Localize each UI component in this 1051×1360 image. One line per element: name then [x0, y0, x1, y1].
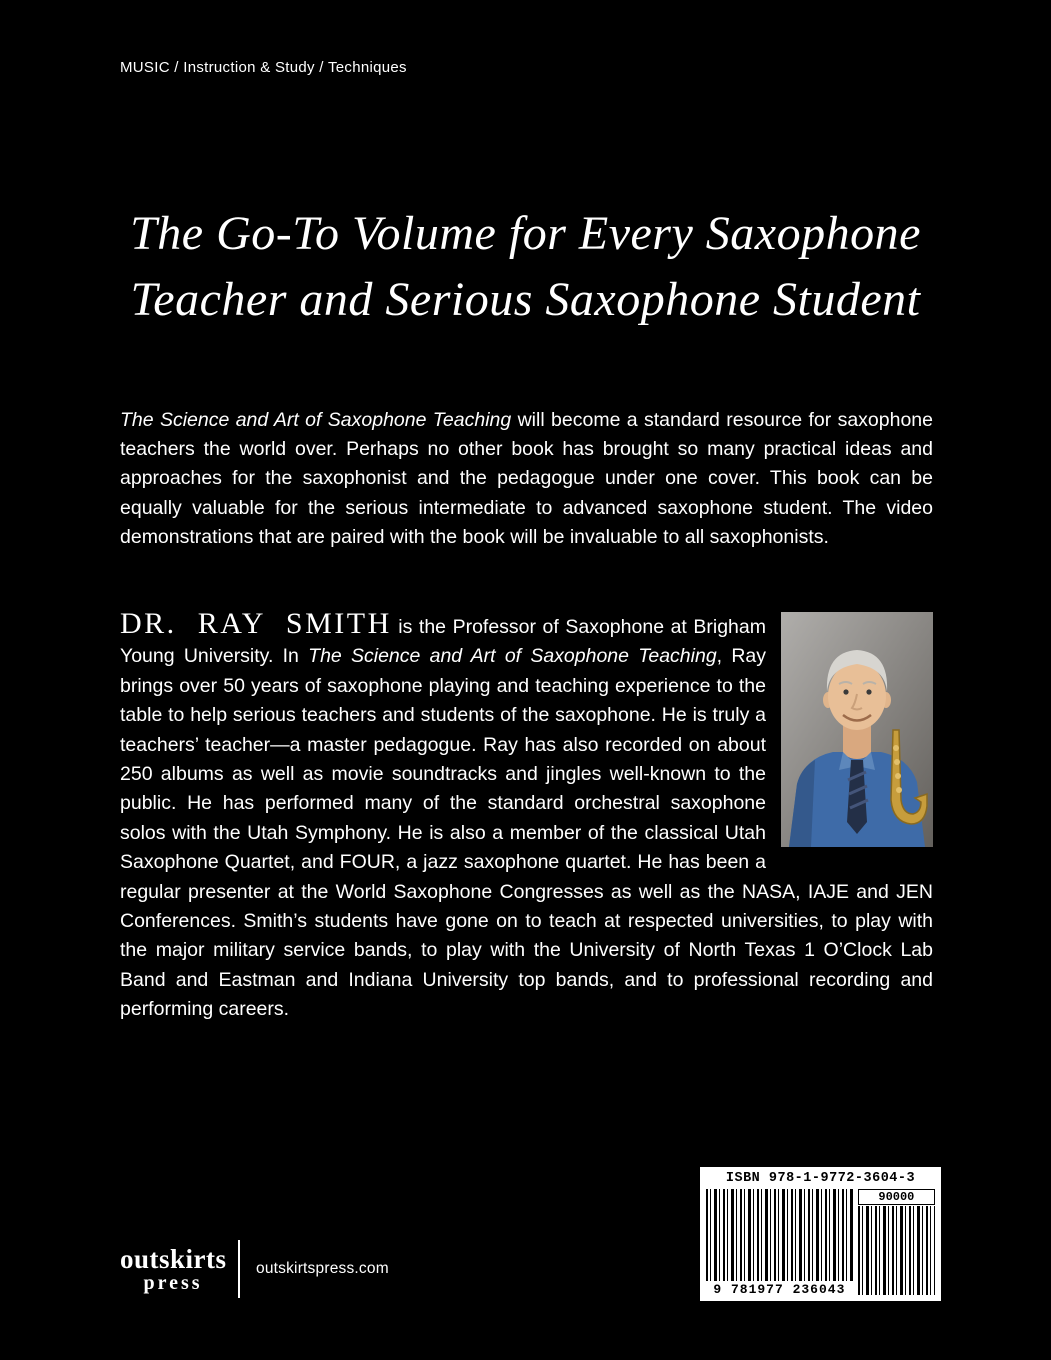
publisher-logo-sub: press: [143, 1271, 203, 1294]
barcode-digits: 9 781977 236043: [713, 1282, 846, 1297]
bio-section: [120, 609, 933, 1025]
bio-text-1: is the Professor of Saxophone at Brigham Young University. In: [120, 616, 766, 668]
barcode-addon-section: [858, 1189, 935, 1297]
author-name: DR. RAY SMITH: [120, 607, 392, 640]
bio-text-2: , Ray brings over 50 years of saxophone playing and teaching experience to the table to help serious teachers and students of the saxophone. He is truly a teachers’ teacher—a master pedagogue. Ray has also recorded on about 250 albums as well as movie soundtracks and jingles well-known to the public. He has performed many of the standard orchestral saxophone solos with the Utah Symphony. He is also a member of the classical Utah Saxophone Quartet, and FOUR, a jazz saxophone quartet. He has been a regular presenter at the World Saxophone Congresses as well as the NASA, IAJE and JEN Conferences. Smith’s students have gone on to teach at respected universities, to play with the major military service bands, to play with the University of North Texas 1 O’Clock Lab Band and Eastman and Indiana University top bands, and to professional recording and performing careers.: [120, 645, 933, 1021]
headline: [0, 201, 1051, 333]
blurb-text: will become a standard resource for saxophone teachers the world over. Perhaps no other book has brought so many practical ideas and approaches for the saxophonist and the pedagogue under one cover. This book can be equally valuable for the serious intermediate to advanced saxophone student. The video demonstrations that are paired with the book will be invaluable to all saxophonists.: [120, 408, 933, 549]
headline-line-2: Teacher and Serious Saxophone Student: [130, 273, 921, 326]
barcode-main: [706, 1189, 935, 1297]
barcode-addon-bars: [858, 1206, 935, 1295]
author-photo: [781, 612, 933, 847]
price-code: 90000: [858, 1189, 935, 1205]
barcode-bars: [706, 1189, 853, 1281]
publisher-logo-name: outskirts: [120, 1243, 227, 1274]
publisher-footer: [120, 1240, 389, 1298]
barcode: [700, 1167, 941, 1301]
blurb-paragraph: [120, 406, 933, 553]
headline-line-1: The Go-To Volume for Every Saxophone: [130, 207, 921, 260]
isbn-label: ISBN 978-1-9772-3604-3: [725, 1171, 916, 1186]
barcode-left-section: [706, 1189, 853, 1297]
bio-book-title: The Science and Art of Saxophone Teaching: [308, 645, 717, 668]
author-portrait-illustration: [781, 612, 933, 847]
publisher-logo: [120, 1245, 226, 1294]
blurb-book-title: The Science and Art of Saxophone Teaching: [120, 408, 512, 431]
publisher-website: outskirtspress.com: [256, 1260, 389, 1277]
category-label: MUSIC / Instruction & Study / Techniques: [120, 59, 407, 76]
footer-divider: [238, 1240, 240, 1298]
